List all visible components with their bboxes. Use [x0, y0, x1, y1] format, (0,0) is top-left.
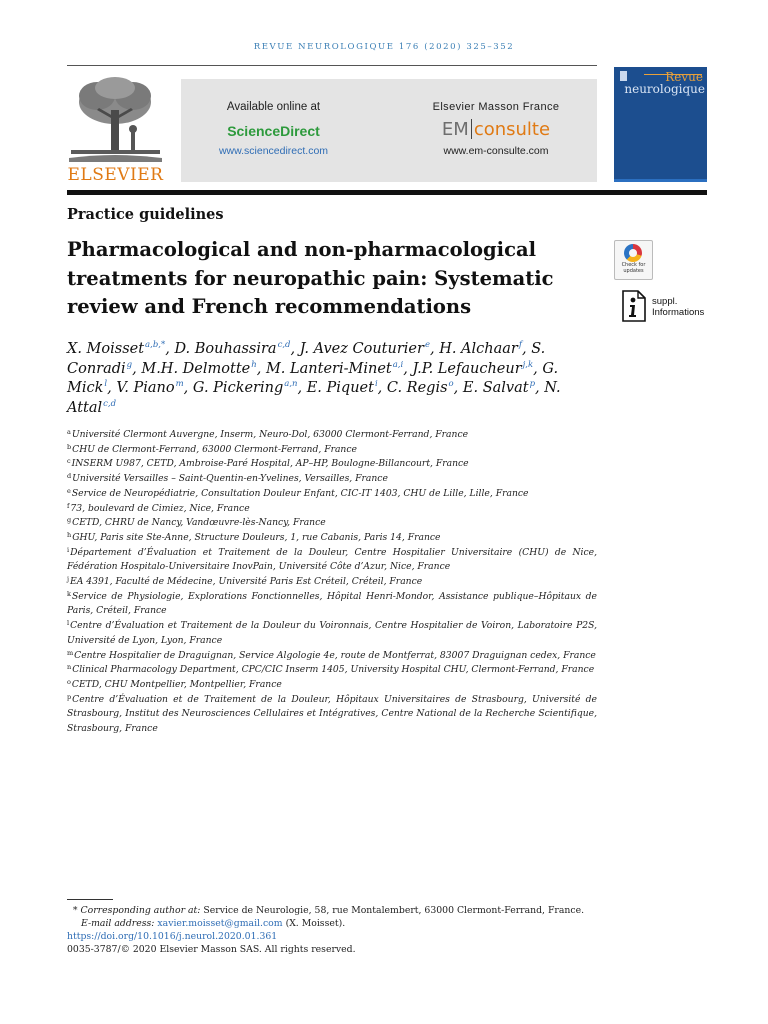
affiliation-text: Université Clermont Auvergne, Inserm, Neuro-Dol, 63000 Clermont-Ferrand, France — [71, 429, 469, 440]
affiliation-key: p — [67, 692, 72, 701]
masthead-thick-rule — [67, 190, 707, 195]
em-consulte-logo[interactable] — [406, 119, 586, 140]
affiliation-key: a — [67, 428, 71, 436]
check-for-updates-label-line1: Check for — [621, 262, 646, 268]
em-logo-divider — [471, 119, 472, 139]
corresponding-author-address: Service de Neurologie, 58, rue Montalembert, 63000 Clermont-Ferrand, France. — [203, 905, 585, 916]
author-list — [67, 340, 587, 418]
affiliation-text: Service de Neuropédiatrie, Consultation Douleur Enfant, CIC-IT 1403, CHU de Lille, Lille, France — [71, 487, 529, 499]
author-name: G. Mick — [67, 360, 559, 396]
author-affiliation-link[interactable]: l — [104, 379, 108, 389]
sciencedirect-link[interactable]: www.sciencedirect.com — [218, 145, 329, 157]
author-separator: , — [256, 360, 266, 377]
affiliation-text: Clinical Pharmacology Department, CPC/CIC Inserm 1405, University Hospital CHU, Clermont-Ferrand, France — [72, 664, 595, 676]
copyright-notice: 0035-3787/© 2020 Elsevier Masson SAS. All rights reserved. — [67, 943, 356, 955]
affiliation-item — [67, 487, 597, 502]
affiliation-text: CHU de Clermont-Ferrand, 63000 Clermont-Ferrand, France — [72, 443, 357, 455]
affiliation-item — [67, 649, 597, 664]
author-separator: , — [377, 380, 387, 396]
affiliation-text: Centre d’Évaluation et Traitement de la Douleur du Voironnais, Centre Hospitalier de Voiron, Laboratoire P2S, Université de Lyon, Lyon, France — [67, 620, 597, 646]
masthead-rule — [67, 65, 597, 66]
affiliation-key: j — [67, 575, 70, 584]
author-affiliation-link[interactable]: f — [518, 340, 522, 350]
supplementary-label-line2: Informations — [652, 307, 705, 318]
affiliation-item — [67, 575, 597, 590]
author-name: C. Regis — [386, 380, 448, 396]
check-for-updates-button[interactable] — [614, 240, 653, 280]
affiliation-item — [67, 678, 597, 693]
affiliation-text: CETD, CHRU de Nancy, Vandœuvre-lès-Nancy, France — [72, 517, 326, 529]
author-separator: , — [533, 360, 543, 377]
affiliation-key: d — [67, 472, 72, 481]
elsevier-tree-logo-icon — [67, 74, 164, 164]
affiliation-key: e — [67, 486, 71, 495]
publisher-name: ELSEVIER — [67, 165, 164, 185]
article-title: Pharmacological and non-pharmacological treatments for neuropathic pain: Systematic review and French recommendations — [67, 238, 554, 318]
author-name: M. Lanteri-Minet — [265, 360, 392, 377]
author-separator: , — [522, 341, 532, 357]
affiliation-text: 73, boulevard de Cimiez, Nice, France — [70, 502, 250, 514]
sciencedirect-logo[interactable]: ScienceDirect — [227, 123, 320, 139]
author-name: V. Piano — [116, 380, 175, 396]
affiliation-item — [67, 590, 597, 619]
affiliation-key: b — [67, 442, 72, 451]
affiliation-text: EA 4391, Faculté de Médecine, Université Paris Est Créteil, Créteil, France — [70, 576, 423, 588]
affiliation-key: h — [67, 530, 72, 539]
affiliation-key: c — [67, 457, 71, 466]
author-affiliation-link[interactable]: i — [374, 379, 378, 389]
author-name: X. Moisset — [67, 341, 145, 357]
email-label: E-mail address: — [81, 917, 155, 929]
author-name: N. Attal — [67, 380, 561, 416]
author-affiliation-link[interactable]: o — [448, 379, 454, 389]
affiliation-text: Département d’Évaluation et Traitement de la Douleur, Centre Hospitalier Universitaire (CHU) de Nice, Fédération Hospitalo-Universitaire InovPain, Université Côte d’Azur, Nice, France — [67, 546, 597, 573]
author-affiliation-link[interactable]: j,k — [522, 359, 534, 370]
author-name: S. Conradi — [67, 341, 546, 377]
em-logo-text: EM — [441, 119, 469, 140]
cover-stripe — [614, 179, 707, 182]
author-separator: , — [429, 341, 440, 357]
footnote-rule — [67, 899, 113, 900]
affiliation-item — [67, 457, 597, 472]
author-separator: , — [403, 360, 413, 377]
affiliation-item — [67, 546, 597, 575]
cover-badge — [620, 71, 627, 81]
author-name: E. Piquet — [306, 380, 374, 396]
corresponding-author-note: * Corresponding author at: Service de Neurologie, 58, rue Montalembert, 63000 Clermont-Ferrand, France. — [67, 905, 585, 916]
check-for-updates-label-line2: updates — [623, 267, 644, 274]
affiliation-key: k — [67, 589, 71, 598]
cover-title-line1: Revue — [665, 70, 703, 84]
author-affiliation-link[interactable]: p — [529, 379, 536, 389]
article-type: Practice guidelines — [67, 206, 224, 223]
affiliation-key: g — [67, 516, 72, 525]
elsevier-logo[interactable] — [67, 74, 164, 184]
affiliation-item — [67, 663, 597, 678]
affiliation-key: o — [67, 677, 71, 686]
author-affiliation-link[interactable]: e — [424, 340, 430, 350]
em-publisher-label: Elsevier Masson France — [432, 101, 560, 113]
supplementary-label-line1: suppl. — [652, 296, 678, 307]
author-name: J.P. Lefaucheur — [412, 360, 522, 377]
affiliation-key: i — [67, 545, 70, 554]
check-for-updates-icon — [624, 244, 642, 262]
footnote — [67, 905, 627, 957]
author-separator: , — [165, 341, 175, 357]
affiliation-item — [67, 443, 597, 458]
affiliation-list — [67, 428, 597, 737]
author-separator: , — [183, 380, 193, 396]
author-affiliation-link[interactable]: c,d — [103, 398, 117, 409]
author-affiliation-link[interactable]: a,n — [284, 379, 298, 389]
author-name: H. Alchaar — [439, 341, 518, 357]
affiliation-text: Centre d’Évaluation et de Traitement de la Douleur, Hôpitaux Universitaires de Strasbourg, Université de Strasbourg, Institut des Neurosciences Cellulaires et Intégratives, Centre National de la Recherche Scientifique, Strasbourg, France — [67, 693, 597, 735]
author-affiliation-link[interactable]: g — [126, 359, 133, 370]
affiliation-text: CETD, CHU Montpellier, Montpellier, France — [71, 678, 282, 690]
affiliation-key: m — [67, 648, 74, 657]
email-note — [67, 918, 627, 931]
author-separator: , — [453, 380, 463, 396]
author-affiliation-link[interactable]: a,b,* — [145, 340, 166, 350]
affiliation-text: GHU, Paris site Ste-Anne, Structure Douleurs, 1, rue Cabanis, Paris 14, France — [72, 531, 441, 543]
corresponding-author-label: Corresponding author at: — [80, 905, 201, 916]
check-for-updates-label — [615, 263, 652, 274]
author-name: J. Avez Couturier — [299, 341, 424, 357]
author-name: E. Salvat — [462, 380, 529, 396]
cover-title-line2: neurologique — [624, 82, 705, 96]
affiliation-key: f — [67, 501, 70, 510]
author-separator: , — [290, 341, 300, 357]
doi-link[interactable]: https://doi.org/10.1016/j.neurol.2020.01.361 — [67, 930, 278, 942]
affiliation-item — [67, 516, 597, 531]
affiliation-item — [67, 531, 597, 546]
author-separator: , — [535, 380, 545, 396]
info-document-icon[interactable] — [622, 290, 646, 322]
online-availability-band — [181, 79, 597, 182]
affiliation-text: Service de Physiologie, Explorations Fonctionnelles, Hôpital Henri-Mondor, Assistance publique–Hôpitaux de Paris, Créteil, France — [67, 590, 597, 617]
author-affiliation-link[interactable]: a,i — [392, 359, 404, 370]
affiliation-item — [67, 502, 597, 517]
email-owner: (X. Moisset). — [285, 917, 346, 929]
supplementary-info-link[interactable] — [652, 296, 704, 318]
author-affiliation-link[interactable]: m — [175, 379, 184, 389]
author-name: G. Pickering — [192, 380, 284, 396]
affiliation-item — [67, 693, 597, 737]
affiliation-item — [67, 619, 597, 648]
journal-cover[interactable] — [614, 67, 707, 182]
author-affiliation-link[interactable]: h — [251, 359, 257, 370]
running-head: REVUE NEUROLOGIQUE 176 (2020) 325–352 — [253, 42, 515, 52]
affiliation-text: INSERM U987, CETD, Ambroise-Paré Hospital, AP–HP, Boulogne-Billancourt, France — [71, 458, 469, 470]
author-separator: , — [107, 380, 117, 396]
affiliation-text: Université Versailles – Saint-Quentin-en-Yvelines, Versailles, France — [72, 473, 388, 485]
author-affiliation-link[interactable]: c,d — [277, 340, 291, 350]
affiliation-key: n — [67, 663, 72, 672]
affiliation-item — [67, 428, 597, 443]
author-separator: , — [297, 380, 307, 396]
author-separator: , — [132, 360, 142, 377]
email-link[interactable]: xavier.moisset@gmail.com — [157, 917, 283, 929]
affiliation-key: l — [67, 619, 70, 628]
author-name: D. Bouhassira — [174, 341, 277, 357]
consulte-logo-text: consulte — [473, 119, 551, 140]
author-name: M.H. Delmotte — [141, 360, 251, 377]
affiliation-text: Centre Hospitalier de Draguignan, Service Algologie 4e, route de Montferrat, 83007 Draguignan cedex, France — [74, 649, 596, 661]
affiliation-item — [67, 472, 597, 487]
em-consulte-link[interactable]: www.em-consulte.com — [443, 145, 549, 157]
sciencedirect-available-label: Available online at — [226, 101, 321, 113]
